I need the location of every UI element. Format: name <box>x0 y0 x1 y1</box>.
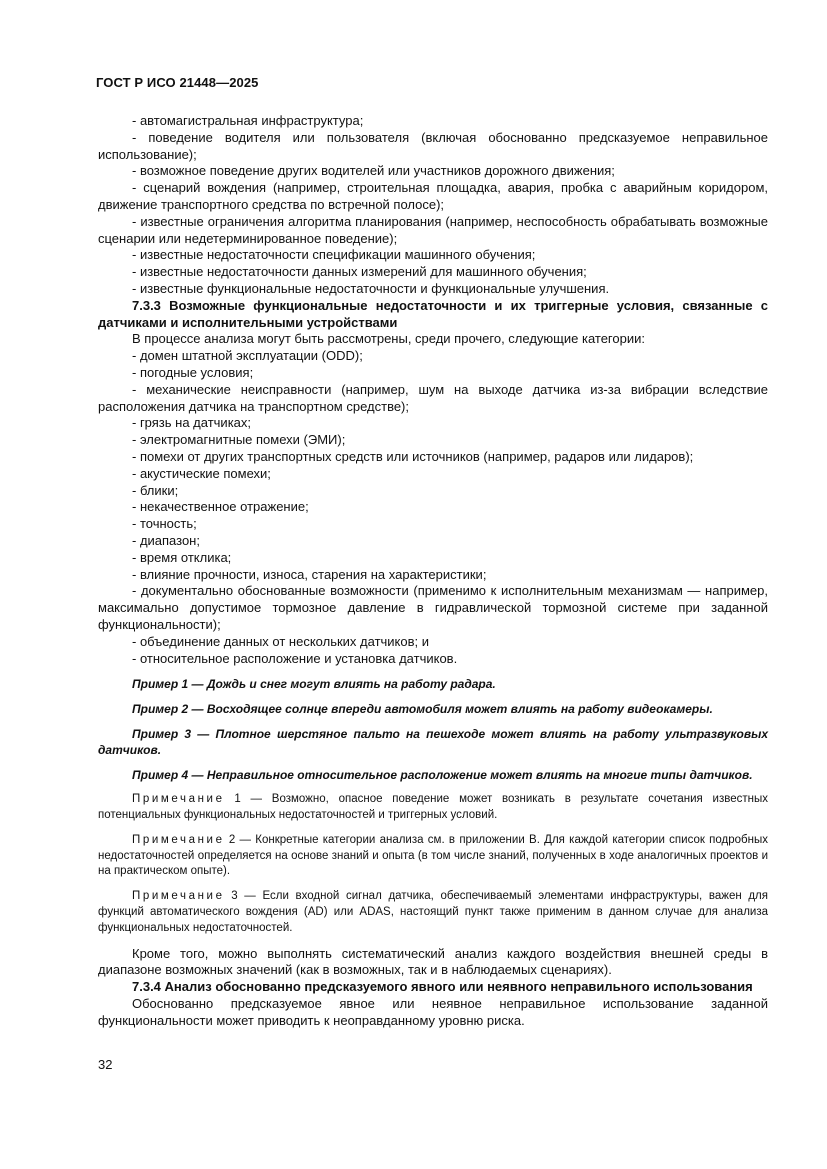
list-item: - время отклика; <box>132 549 232 565</box>
note-1 <box>98 792 768 824</box>
example-3: Пример 3 — Плотное шерстяное пальто на пешеходе может влиять на работу ультразвуковых датчиков. <box>98 727 768 758</box>
note-3 <box>98 889 768 936</box>
section-intro: В процессе анализа могут быть рассмотрены, среди прочего, следующие категории: <box>132 331 645 347</box>
section-734-text: Обоснованно предсказуемое явное или неявное неправильное использование заданной функциональности может приводить к неоправданному уровню риска. <box>98 996 768 1028</box>
list-item: - грязь на датчиках; <box>132 415 252 431</box>
list-item: - электромагнитные помехи (ЭМИ); <box>132 432 346 448</box>
document-header: ГОСТ Р ИСО 21448—2025 <box>96 75 259 90</box>
list-item: - акустические помехи; <box>132 465 271 481</box>
list-item: - сценарий вождения (например, строительная площадка, авария, пробка с аварийным коридором, движение транспортного средства по встречной полосе); <box>98 180 768 212</box>
list-item: - известные недостаточности спецификации машинного обучения; <box>132 247 536 263</box>
list-item: - влияние прочности, износа, старения на характеристики; <box>132 566 487 582</box>
example-1: Пример 1 — Дождь и снег могут влиять на работу радара. <box>132 677 496 692</box>
list-item: - документально обоснованные возможности (применимо к исполнительным механизмам — например, максимально допустимое тормозное давление в гидравлической тормозной системе при заданной функциональности); <box>98 583 768 632</box>
note-text: 3 — Если входной сигнал датчика, обеспечиваемый элементами инфраструктуры, важен для функций автоматического вождения (AD) или ADAS, настоящий пункт также применим в данном случае для анализа функциональных недостаточностей. <box>98 890 768 934</box>
list-item: - погодные условия; <box>132 364 254 380</box>
list-item: - известные недостаточности данных измерений для машинного обучения; <box>132 264 587 280</box>
page-number: 32 <box>98 1057 113 1072</box>
list-item: - диапазон; <box>132 532 200 548</box>
list-item: - поведение водителя или пользователя (включая обоснованно предсказуемое неправильное использование); <box>98 129 768 162</box>
list-item: - домен штатной эксплуатации (ODD); <box>132 348 363 364</box>
note-label: Примечание <box>132 833 225 846</box>
example-2: Пример 2 — Восходящее солнце впереди автомобиля может влиять на работу видеокамеры. <box>132 702 713 717</box>
list-item: - объединение данных от нескольких датчиков; и <box>132 633 430 649</box>
list-item: - некачественное отражение; <box>132 499 309 515</box>
example-4: Пример 4 — Неправильное относительное расположение может влиять на многие типы датчиков. <box>132 768 753 783</box>
section-heading-733: 7.3.3 Возможные функциональные недостаточности и их триггерные условия, связанные с датчиками и исполнительными устройствами <box>98 297 768 330</box>
list-item: - известные функциональные недостаточности и функциональные улучшения. <box>132 280 610 296</box>
list-item: - возможное поведение других водителей или участников дорожного движения; <box>132 163 615 179</box>
list-item: - известные ограничения алгоритма планирования (например, неспособность обрабатывать возможные сценарии или недетерминированное поведение); <box>98 213 768 246</box>
page-content <box>98 113 768 1030</box>
list-item: - точность; <box>132 516 197 532</box>
list-item: - блики; <box>132 482 179 498</box>
list-item: - помехи от других транспортных средств или источников (например, радаров или лидаров); <box>132 448 694 464</box>
note-text: 2 — Конкретные категории анализа см. в приложении В. Для каждой категории список подробных недостаточностей определяется на основе знаний и опыта (в том числе знаний, полученных в ходе аналогичных проектов и на практическом опыте). <box>98 833 768 878</box>
note-2 <box>98 833 768 880</box>
note-text: 1 — Возможно, опасное поведение может возникать в результате сочетания известных потенциальных функциональных недостаточностей и триггерных условий. <box>98 793 768 822</box>
list-item: - механические неисправности (например, шум на выходе датчика из-за вибрации вследствие расположения датчика на транспортном средстве); <box>98 381 768 414</box>
section-heading-734: 7.3.4 Анализ обоснованно предсказуемого явного или неявного неправильного использования <box>132 979 753 995</box>
closing-paragraph: Кроме того, можно выполнять систематический анализ каждого воздействия внешней среды в диапазоне возможных значений (как в возможных, так и в наблюдаемых сценариях). <box>98 945 768 978</box>
bullet-list-sensors <box>98 348 768 667</box>
list-item: - автомагистральная инфраструктура; <box>132 113 364 128</box>
list-item: - относительное расположение и установка датчиков. <box>132 650 458 666</box>
bullet-list-environment <box>98 113 768 298</box>
note-label: Примечание <box>132 793 225 806</box>
note-label: Примечание <box>132 890 225 903</box>
